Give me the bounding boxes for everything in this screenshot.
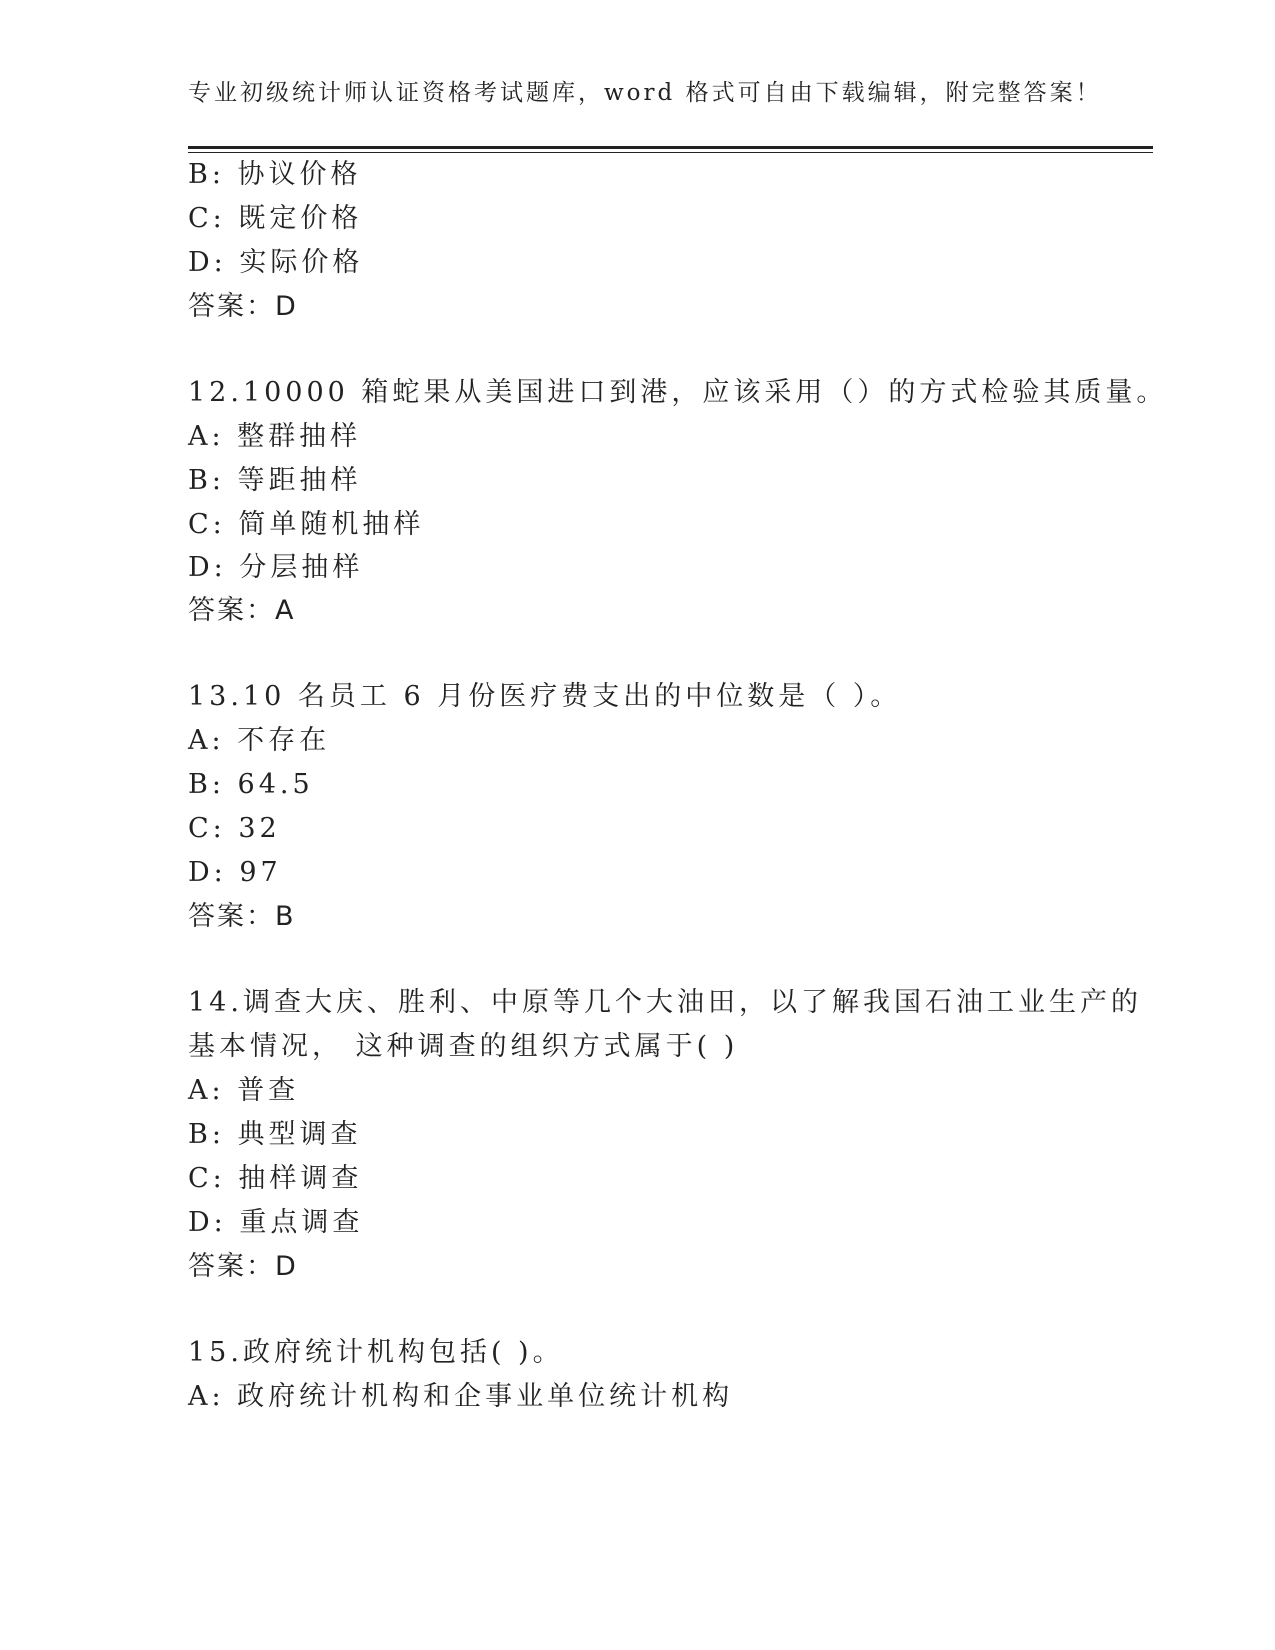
answer-line: 答案：D [188, 291, 298, 322]
option-c: C: 既定价格 [188, 203, 363, 234]
option-a: A: 政府统计机构和企事业单位统计机构 [188, 1381, 734, 1412]
header-rule-thick [188, 146, 1153, 149]
option-b: B: 协议价格 [188, 159, 362, 190]
option-b: B: 等距抽样 [188, 465, 362, 496]
answer-line: 答案：B [188, 901, 296, 932]
option-c: C: 32 [188, 813, 281, 844]
option-a: A: 普查 [188, 1075, 300, 1106]
option-d: D: 97 [188, 857, 282, 888]
option-c: C: 简单随机抽样 [188, 509, 425, 540]
page-header: 专业初级统计师认证资格考试题库，word 格式可自由下载编辑，附完整答案！ [188, 80, 1102, 106]
option-b: B: 64.5 [188, 769, 314, 800]
option-d: D: 分层抽样 [188, 552, 364, 583]
question-14-line-1: 14.调查大庆、胜利、中原等几个大油田，以了解我国石油工业生产的 [188, 987, 1142, 1018]
question-15: 15.政府统计机构包括( )。 [188, 1337, 564, 1368]
option-a: A: 不存在 [188, 725, 331, 756]
header-rule-thin [188, 152, 1153, 153]
option-d: D: 重点调查 [188, 1207, 364, 1238]
answer-line: 答案：D [188, 1251, 298, 1282]
option-d: D: 实际价格 [188, 247, 364, 278]
answer-line: 答案：A [188, 595, 296, 626]
question-12: 12.10000 箱蛇果从美国进口到港，应该采用（）的方式检验其质量。 [188, 377, 1168, 408]
question-14-line-2: 基本情况， 这种调查的组织方式属于( ) [188, 1031, 739, 1062]
option-a: A: 整群抽样 [188, 421, 362, 452]
option-c: C: 抽样调查 [188, 1163, 363, 1194]
question-13: 13.10 名员工 6 月份医疗费支出的中位数是（ ）。 [188, 681, 902, 712]
option-b: B: 典型调查 [188, 1119, 362, 1150]
